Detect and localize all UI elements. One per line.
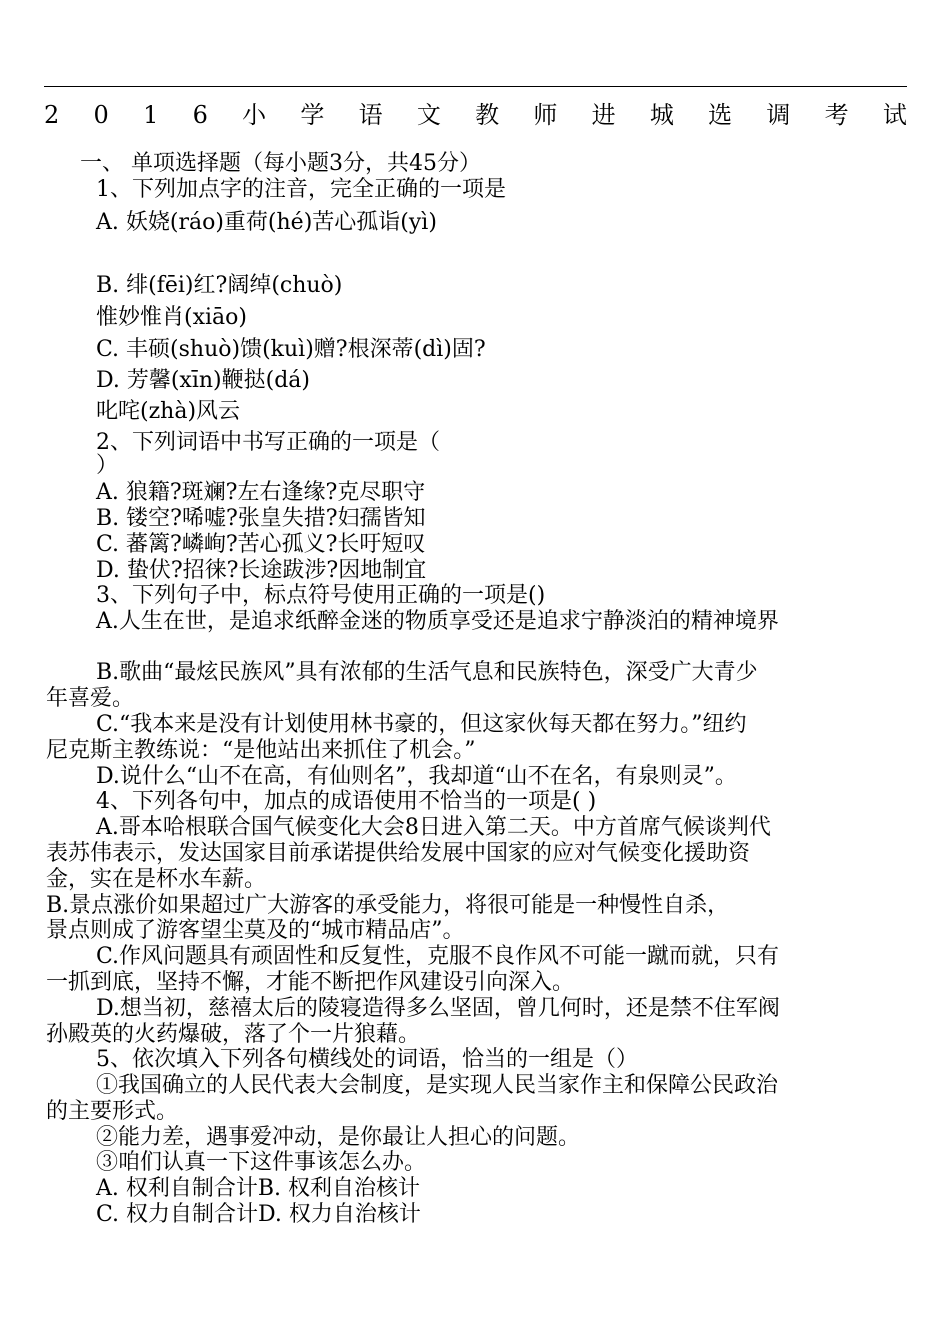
question-5-sentence-3: ③咱们认真一下这件事该怎么办。 <box>96 1150 427 1175</box>
question-1-option-d-cont: 叱咤(zhà)风云 <box>96 399 241 424</box>
title-char: 1 <box>143 101 159 129</box>
question-5-sentence-2: ②能力差，遇事爱冲动，是你最让人担心的问题。 <box>96 1125 581 1150</box>
question-5-sentence-1-cont: 的主要形式。 <box>46 1099 179 1124</box>
question-4-option-b-cont: 景点则成了游客望尘莫及的“城市精品店”。 <box>46 918 465 943</box>
title-char: 试 <box>882 101 907 129</box>
question-4-option-d: D.想当初，慈禧太后的陵寝造得多么坚固，曾几何时，还是禁不住军阀 <box>96 996 780 1021</box>
question-2-option-d: D. 蛰伏?招徕?长途跋涉?因地制宜 <box>96 558 427 583</box>
title-char: 2 <box>44 101 60 129</box>
title-char: 0 <box>93 101 109 129</box>
document-title <box>44 100 907 130</box>
title-char: 6 <box>192 101 208 129</box>
question-3-option-d: D.说什么“山不在高，有仙则名”，我却道“山不在名，有泉则灵”。 <box>96 764 737 789</box>
question-4-option-b: B.景点涨价如果超过广大游客的承受能力，将很可能是一种慢性自杀， <box>46 893 730 918</box>
question-4-option-d-cont: 孙殿英的火药爆破，落了个一片狼藉。 <box>46 1022 421 1047</box>
title-char: 考 <box>824 101 849 129</box>
question-1-option-a: A. 妖娆(ráo)重荷(hé)苦心孤诣(yì) <box>96 210 437 235</box>
question-1-option-d: D. 芳馨(xīn)鞭挞(dá) <box>96 368 310 393</box>
title-char: 学 <box>300 101 325 129</box>
section-heading: 一、 单项选择题（每小题3分，共45分） <box>80 151 481 176</box>
top-rule <box>44 86 907 87</box>
question-3-option-c: C.“我本来是没有计划使用林书豪的，但这家伙每天都在努力。”纽约 <box>96 712 747 737</box>
title-char: 文 <box>416 101 441 129</box>
question-1-option-c: C. 丰硕(shuò)馈(kuì)赠?根深蒂(dì)固? <box>96 337 486 362</box>
question-3-option-b: B.歌曲“最炫民族风”具有浓郁的生活气息和民族特色，深受广大青少 <box>96 660 758 685</box>
question-2-stem: 2、下列词语中书写正确的一项是（ <box>96 430 440 455</box>
question-3-stem: 3、下列句子中，标点符号使用正确的一项是() <box>96 583 546 608</box>
question-2-option-c: C. 蕃篱?嶙峋?苦心孤义?长吁短叹 <box>96 532 426 557</box>
question-3-option-a: A.人生在世，是追求纸醉金迷的物质享受还是追求宁静淡泊的精神境界 <box>96 609 779 634</box>
question-5-options-ab: A. 权利自制合计B. 权利自治核计 <box>96 1176 421 1201</box>
title-char: 教 <box>475 101 500 129</box>
question-5-sentence-1: ①我国确立的人民代表大会制度，是实现人民当家作主和保障公民政治 <box>96 1073 779 1098</box>
question-4-option-a-cont-1: 表苏伟表示，发达国家目前承诺提供给发展中国家的应对气候变化援助资 <box>46 841 751 866</box>
question-2-option-b: B. 镂空?唏嘘?张皇失措?妇孺皆知 <box>96 506 426 531</box>
title-char: 师 <box>533 101 558 129</box>
question-3-option-c-cont: 尼克斯主教练说：“是他站出来抓住了机会。” <box>46 738 476 763</box>
question-4-option-a: A.哥本哈根联合国气候变化大会8日进入第二天。中方首席气候谈判代 <box>96 815 771 840</box>
question-4-option-a-cont-2: 金，实在是杯水车薪。 <box>46 867 267 892</box>
question-5-stem: 5、依次填入下列各句横线处的词语，恰当的一组是（） <box>96 1047 638 1072</box>
title-char: 小 <box>242 101 267 129</box>
question-1-stem: 1、下列加点字的注音，完全正确的一项是 <box>96 177 506 202</box>
question-2-stem-cont: ） <box>96 453 119 478</box>
title-char: 进 <box>591 101 616 129</box>
question-1-option-b-cont: 惟妙惟肖(xiāo) <box>96 305 247 330</box>
question-4-stem: 4、下列各句中，加点的成语使用不恰当的一项是( ) <box>96 789 597 814</box>
question-2-option-a: A. 狼籍?斑斓?左右逢缘?克尽职守 <box>96 480 426 505</box>
question-5-options-cd: C. 权力自制合计D. 权力自治核计 <box>96 1202 421 1227</box>
question-3-option-b-cont: 年喜爱。 <box>46 686 135 711</box>
question-4-option-c-cont: 一抓到底，坚持不懈，才能不断把作风建设引向深入。 <box>46 970 575 995</box>
question-1-option-b: B. 绯(fēi)红?阔绰(chuò) <box>96 273 343 298</box>
title-char: 选 <box>708 101 733 129</box>
title-char: 城 <box>649 101 674 129</box>
title-char: 调 <box>766 101 791 129</box>
question-4-option-c: C.作风问题具有顽固性和反复性，克服不良作风不可能一蹴而就，只有 <box>96 944 780 969</box>
title-char: 语 <box>358 101 383 129</box>
